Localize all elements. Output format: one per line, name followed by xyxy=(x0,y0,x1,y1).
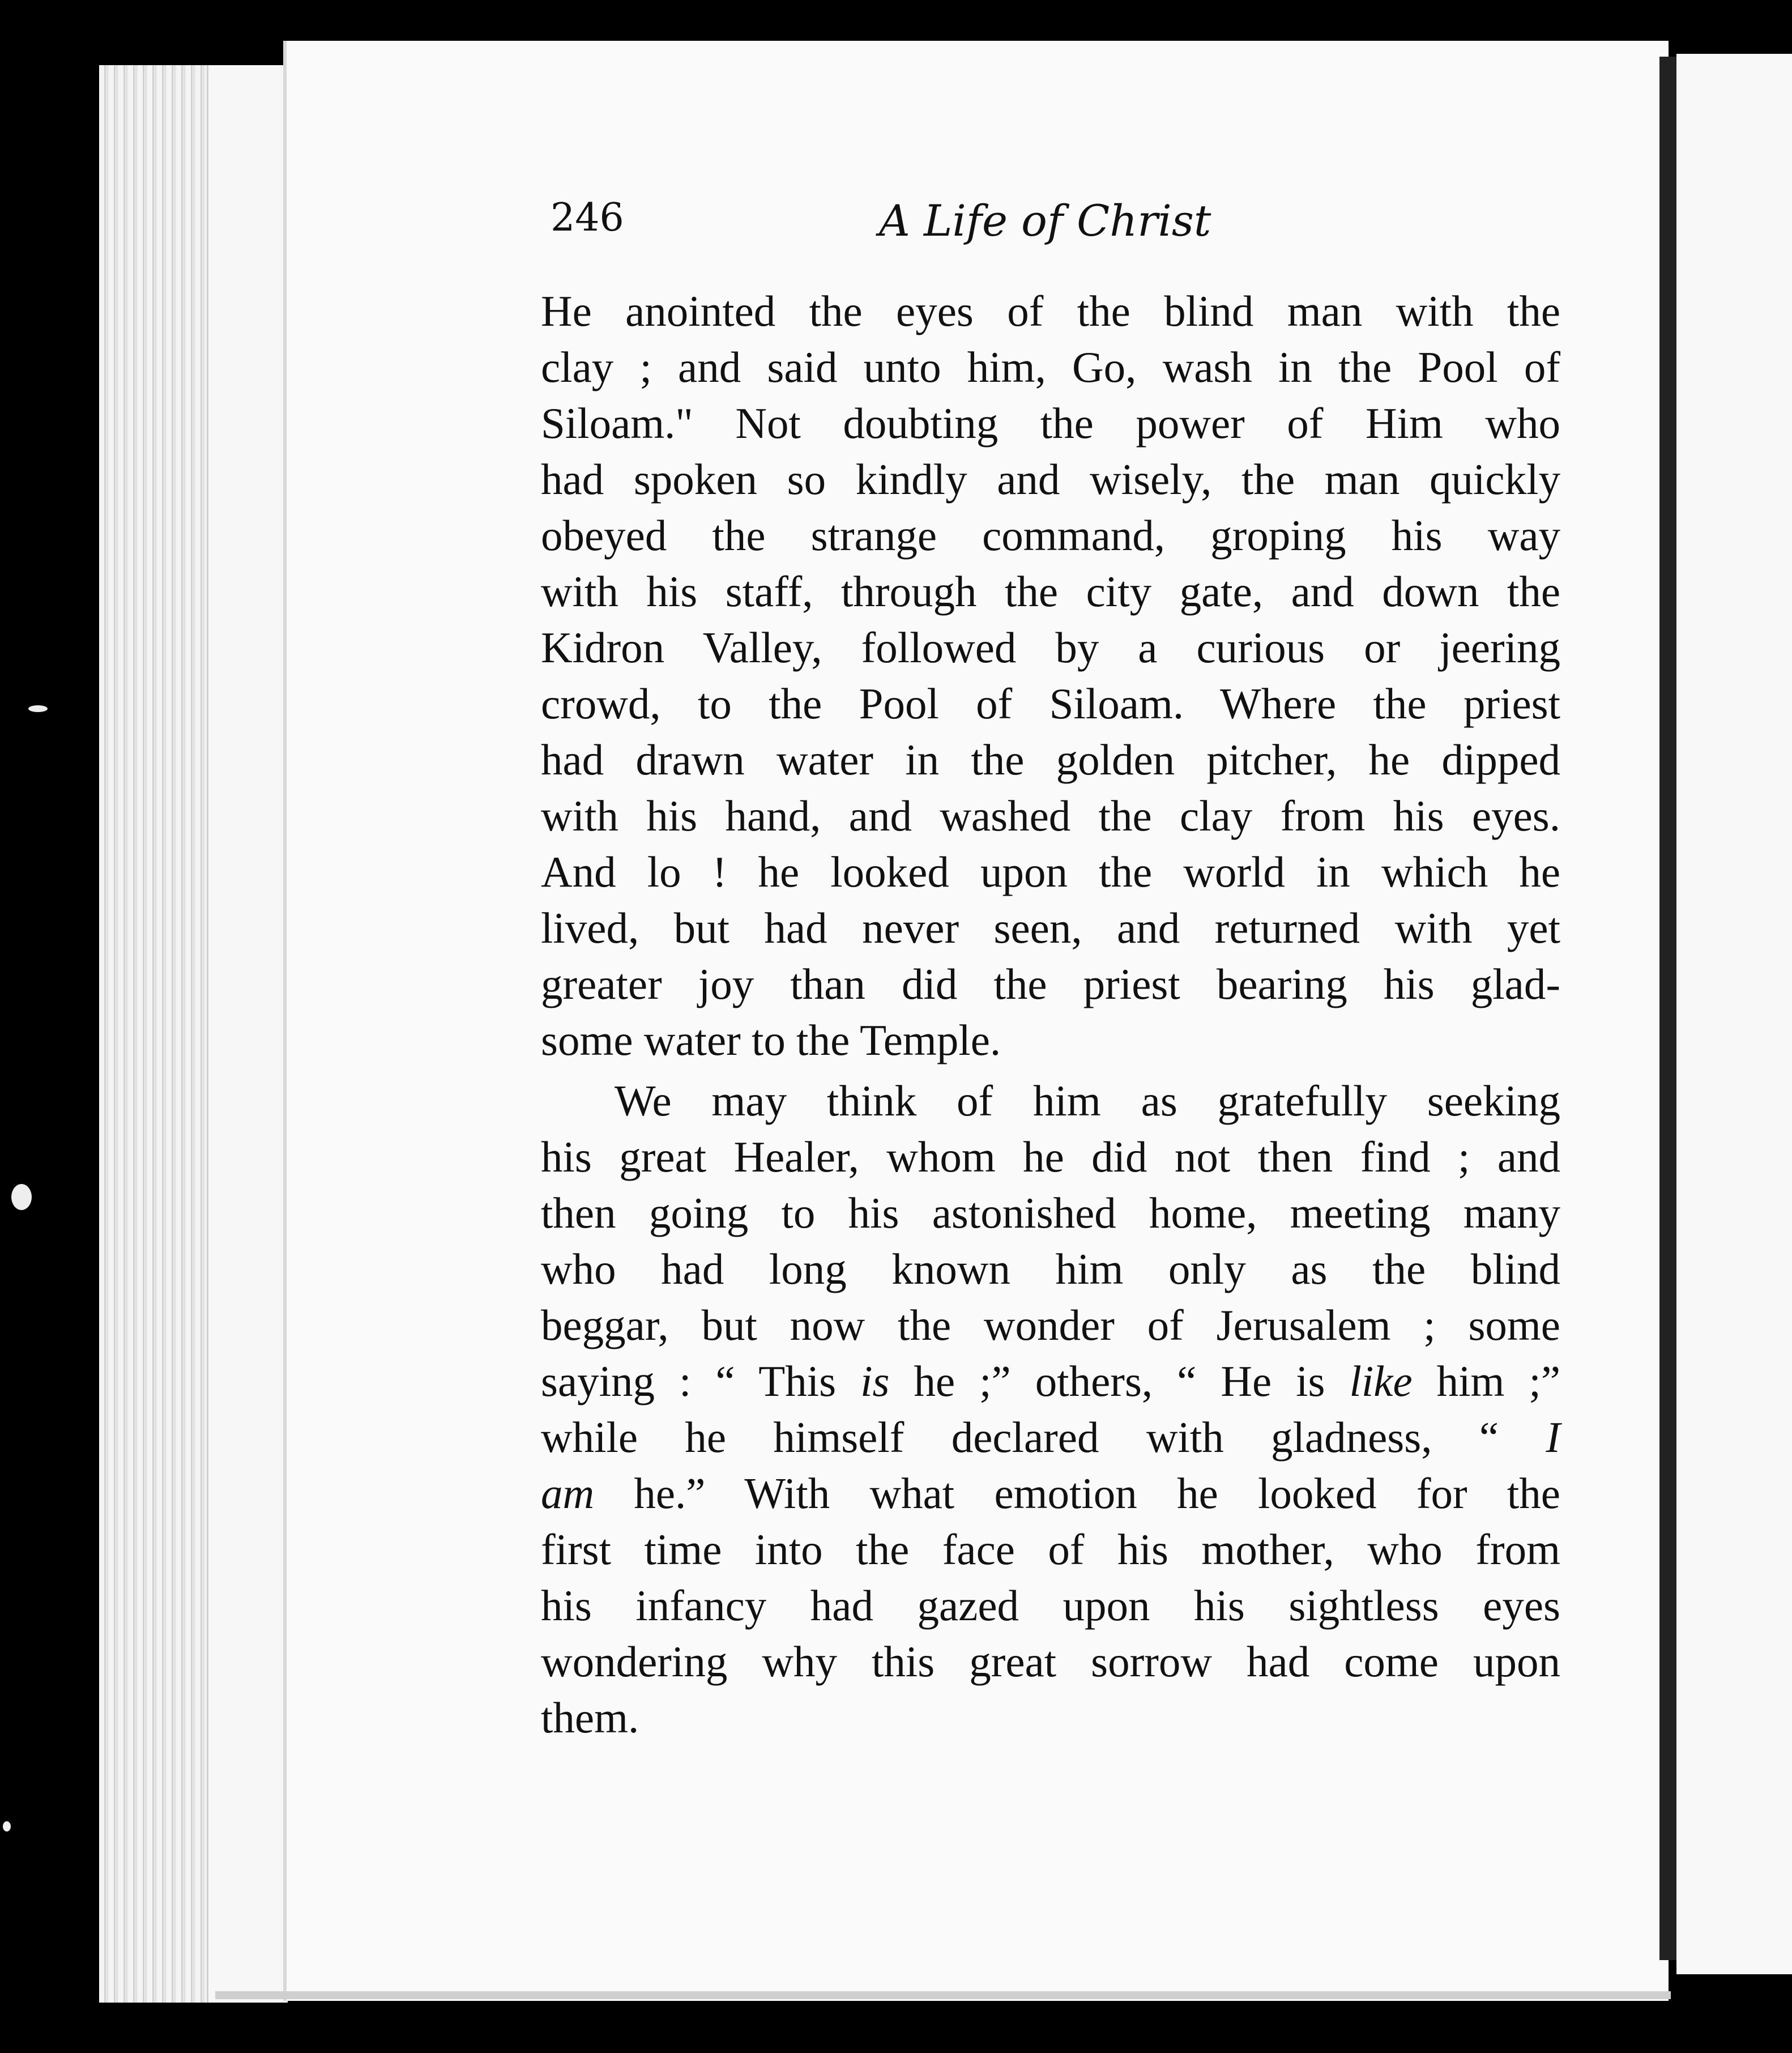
text-line: his infancy had gazed upon his sightless eyes xyxy=(541,1581,1560,1630)
text-line: obeyed the strange command, groping his way xyxy=(541,511,1560,560)
text-line: with his hand, and washed the clay from his eyes. xyxy=(541,791,1560,840)
text-line: some water to the Temple. xyxy=(541,1016,1001,1064)
italic-text: I xyxy=(1546,1413,1560,1462)
text-line: with his staff, through the city gate, and down the xyxy=(541,567,1560,616)
scan-speck xyxy=(3,1821,11,1831)
text-line: first time into the face of his mother, who from xyxy=(541,1525,1560,1574)
page-bottom-edge xyxy=(215,1991,1671,1999)
text-run: he.” With what emotion he looked for the xyxy=(594,1469,1560,1518)
book-gutter xyxy=(1659,57,1676,1960)
text-line xyxy=(541,1466,1560,1522)
text-run: he ;” others, “ He is xyxy=(889,1357,1350,1405)
text-line: He anointed the eyes of the blind man with the xyxy=(541,287,1560,335)
running-title: A Life of Christ xyxy=(879,195,1211,246)
page-number: 246 xyxy=(551,195,624,240)
italic-text: like xyxy=(1349,1357,1413,1405)
underlying-page xyxy=(207,65,288,2003)
text-line: lived, but had never seen, and returned with yet xyxy=(541,904,1560,952)
scan-speck xyxy=(28,705,48,712)
text-line: had drawn water in the golden pitcher, he dipped xyxy=(541,735,1560,784)
text-line: them. xyxy=(541,1693,639,1742)
text-line: wondering why this great sorrow had come upon xyxy=(541,1637,1560,1686)
text-line: Kidron Valley, followed by a curious or jeering xyxy=(541,623,1560,672)
text-line: who had long known him only as the blind xyxy=(541,1245,1560,1293)
text-line: Siloam." Not doubting the power of Him who xyxy=(541,399,1560,448)
text-run: while he himself declared with gladness, “ xyxy=(541,1413,1546,1462)
text-run: saying : “ This xyxy=(541,1357,861,1405)
text-line xyxy=(541,1353,1560,1409)
facing-page xyxy=(1676,54,1792,1974)
text-line: greater joy than did the priest bearing his glad- xyxy=(541,960,1560,1008)
text-line: his great Healer, whom he did not then find ; and xyxy=(541,1132,1560,1181)
body-text xyxy=(541,283,1560,1746)
page-header xyxy=(551,195,1230,263)
text-line: crowd, to the Pool of Siloam. Where the priest xyxy=(541,679,1560,728)
text-line: beggar, but now the wonder of Jerusalem ; some xyxy=(541,1301,1560,1349)
italic-text: am xyxy=(541,1469,595,1518)
page-edges xyxy=(99,65,286,2003)
text-line: had spoken so kindly and wisely, the man quickly xyxy=(541,455,1560,504)
italic-text: is xyxy=(860,1357,890,1405)
text-line: clay ; and said unto him, Go, wash in the Pool of xyxy=(541,343,1560,391)
text-line xyxy=(541,1409,1560,1466)
text-line: then going to his astonished home, meeting many xyxy=(541,1189,1560,1237)
text-run: him ;” xyxy=(1412,1357,1561,1405)
scan-speck xyxy=(11,1184,32,1210)
text-line: And lo ! he looked upon the world in which he xyxy=(541,847,1560,896)
text-line: We may think of him as gratefully seeking xyxy=(615,1076,1560,1125)
